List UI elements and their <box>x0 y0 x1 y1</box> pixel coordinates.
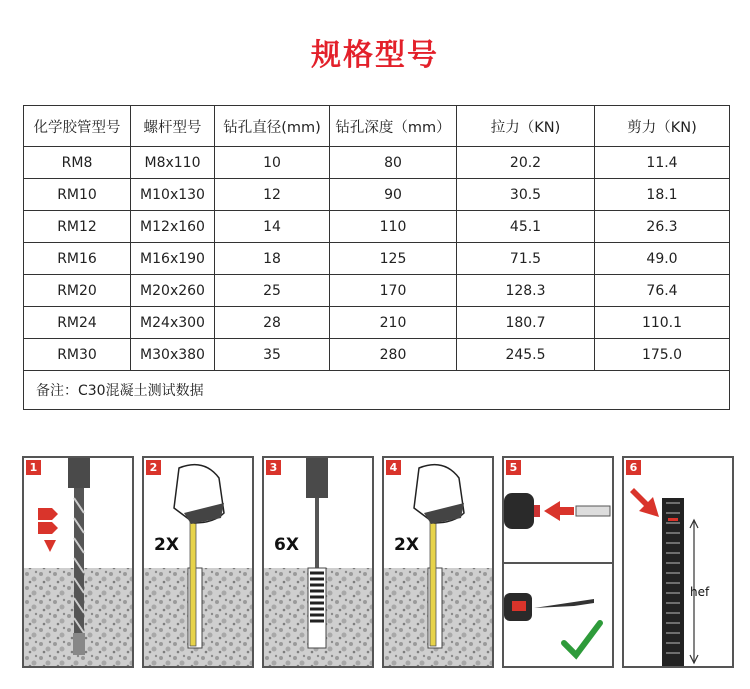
step-number: 4 <box>386 460 401 475</box>
table-cell: RM24 <box>24 307 131 339</box>
table-cell: M12x160 <box>131 211 215 243</box>
header-cell: 钻孔深度（mm） <box>330 106 457 147</box>
table-cell: 18 <box>215 243 330 275</box>
table-cell: 12 <box>215 179 330 211</box>
step-panel-2 <box>142 456 254 668</box>
table-cell: 110.1 <box>595 307 730 339</box>
table-cell: 26.3 <box>595 211 730 243</box>
repeat-count: 2X <box>154 535 179 555</box>
step-number: 6 <box>626 460 641 475</box>
check-icon <box>564 623 600 655</box>
page-title: 规格型号 <box>311 38 439 73</box>
header-cell: 钻孔直径(mm) <box>215 106 330 147</box>
table-cell: 20.2 <box>457 147 595 179</box>
table-cell: RM12 <box>24 211 131 243</box>
table-row <box>24 339 730 371</box>
table-cell: 71.5 <box>457 243 595 275</box>
table-cell: 125 <box>330 243 457 275</box>
table-note: 备注：C30混凝土测试数据 <box>24 371 730 410</box>
table-cell: M20x260 <box>131 275 215 307</box>
table-cell: 76.4 <box>595 275 730 307</box>
spec-table <box>23 105 730 410</box>
table-cell: 10 <box>215 147 330 179</box>
table-cell: M16x190 <box>131 243 215 275</box>
step-panel-3 <box>262 456 374 668</box>
table-cell: 110 <box>330 211 457 243</box>
table-cell: 170 <box>330 275 457 307</box>
table-cell: M24x300 <box>131 307 215 339</box>
table-cell: RM16 <box>24 243 131 275</box>
table-row <box>24 307 730 339</box>
table-cell: 245.5 <box>457 339 595 371</box>
blow-pump-icon <box>144 458 254 668</box>
repeat-count: 6X <box>274 535 299 555</box>
table-cell: 280 <box>330 339 457 371</box>
table-cell: 18.1 <box>595 179 730 211</box>
table-cell: M10x130 <box>131 179 215 211</box>
header-cell: 剪力（KN) <box>595 106 730 147</box>
table-cell: 180.7 <box>457 307 595 339</box>
table-cell: M30x380 <box>131 339 215 371</box>
step-number: 2 <box>146 460 161 475</box>
table-row <box>24 211 730 243</box>
table-cell: RM30 <box>24 339 131 371</box>
step-panel-5 <box>502 456 614 668</box>
step-number: 5 <box>506 460 521 475</box>
brush-icon <box>264 458 374 668</box>
table-cell: 11.4 <box>595 147 730 179</box>
table-cell: 28 <box>215 307 330 339</box>
table-cell: 210 <box>330 307 457 339</box>
step-panel-6 <box>622 456 734 668</box>
table-cell: 128.3 <box>457 275 595 307</box>
step-number: 3 <box>266 460 281 475</box>
table-cell: 30.5 <box>457 179 595 211</box>
table-cell: 80 <box>330 147 457 179</box>
header-cell: 拉力（KN) <box>457 106 595 147</box>
table-cell: 25 <box>215 275 330 307</box>
depth-marker-icon <box>624 458 734 668</box>
drill-icon <box>24 458 134 668</box>
table-row <box>24 275 730 307</box>
blow-pump-icon <box>384 458 494 668</box>
repeat-count: 2X <box>394 535 419 555</box>
table-row <box>24 243 730 275</box>
header-cell: 螺杆型号 <box>131 106 215 147</box>
table-header-row <box>24 106 730 147</box>
table-cell: M8x110 <box>131 147 215 179</box>
step-panel-4 <box>382 456 494 668</box>
step-panel-1 <box>22 456 134 668</box>
table-cell: RM20 <box>24 275 131 307</box>
capsule-insert-icon <box>504 458 614 668</box>
header-cell: 化学胶管型号 <box>24 106 131 147</box>
table-cell: 175.0 <box>595 339 730 371</box>
step-number: 1 <box>26 460 41 475</box>
table-cell: 14 <box>215 211 330 243</box>
table-cell: 90 <box>330 179 457 211</box>
table-row <box>24 147 730 179</box>
depth-label: hef <box>690 585 710 599</box>
table-cell: 49.0 <box>595 243 730 275</box>
table-row <box>24 179 730 211</box>
table-cell: RM8 <box>24 147 131 179</box>
table-cell: 35 <box>215 339 330 371</box>
table-cell: RM10 <box>24 179 131 211</box>
table-cell: 45.1 <box>457 211 595 243</box>
note-row <box>24 371 730 410</box>
